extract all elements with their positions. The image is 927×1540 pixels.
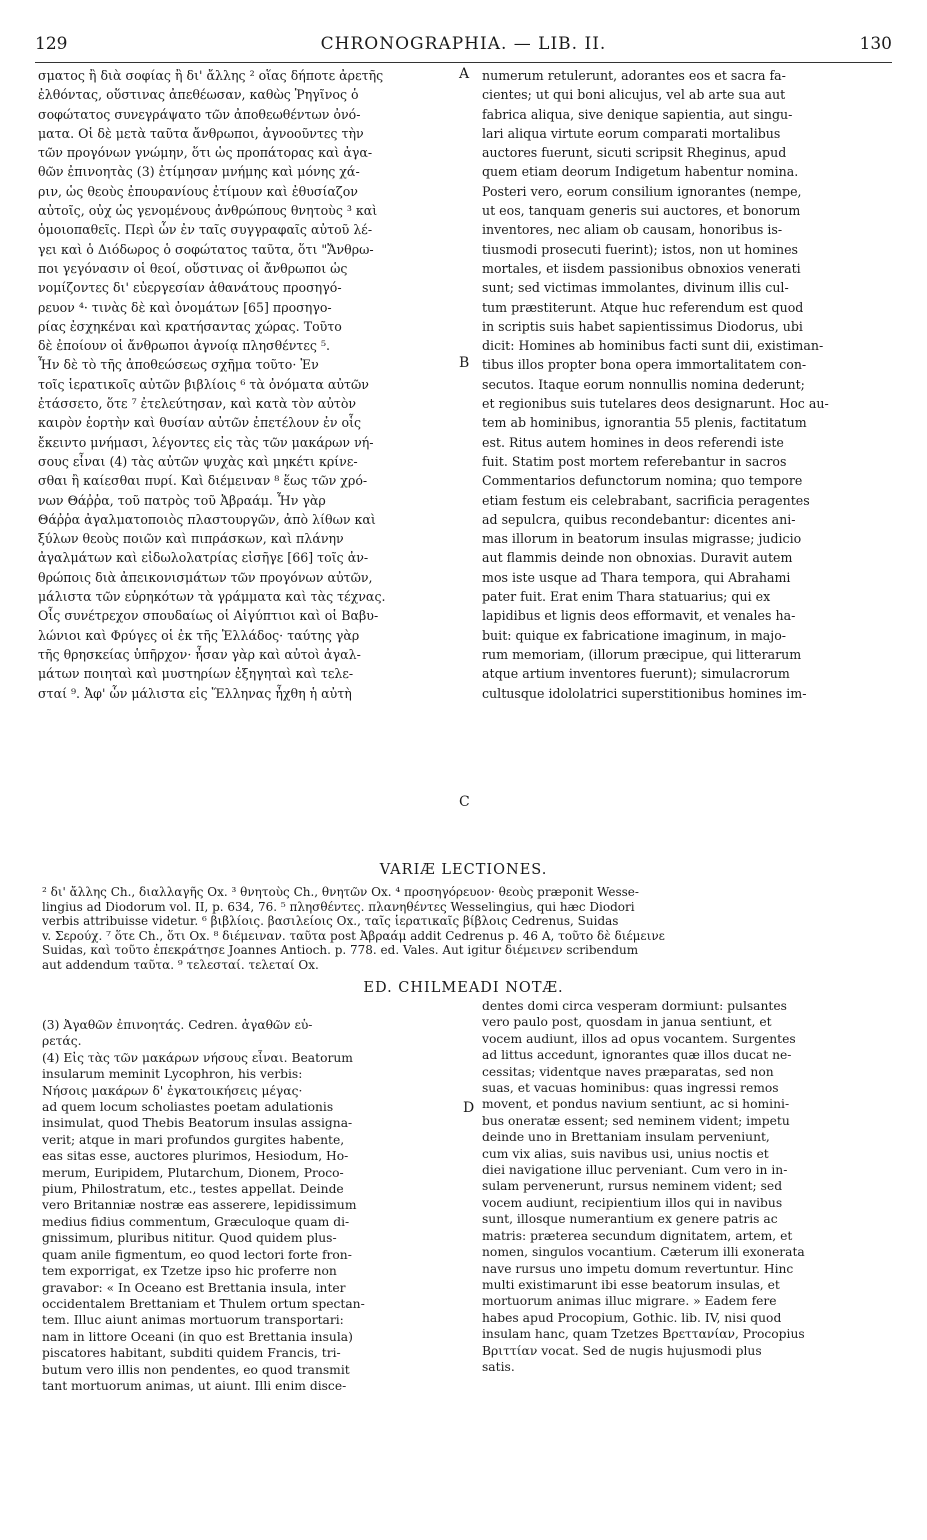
note-line: quam anile figmentum, eo quod lectori forte fron- xyxy=(42,1247,352,1262)
note-line: cum vix alias, suis navibus usi, unius noctis et xyxy=(482,1146,769,1161)
greek-text-line: τῆς θρησκείας ὑπῆρχον· ἦσαν γὰρ καὶ αὐτοὶ ἀγαλ- xyxy=(38,646,361,662)
greek-text-line: σοφώτατος συνεγράψατο τῶν ἀποθεωθέντων ὀνό- xyxy=(38,106,361,122)
latin-text-line: mos iste usque ad Thara tempora, qui Abrahami xyxy=(482,569,791,585)
variant-reading-line: Suidas, καὶ τοῦτο ἐπεκράτησε Joannes Antioch. p. 778. ed. Vales. Aut igitur διέμεινεν scribendum xyxy=(42,943,639,958)
latin-text-line: atque artium inventores fuerunt); simulacrorum xyxy=(482,666,790,682)
greek-text-line: αὐτοῖς, οὐχ ὡς γενομένους ἀνθρώπους θνητοὺς ³ καὶ xyxy=(38,203,378,219)
latin-text-line: aut flammis deinde non obnoxias. Duravit autem xyxy=(482,550,793,566)
variant-reading-line: aut addendum ταῦτα. ⁹ τελεσταί. τελεταί Ox. xyxy=(42,957,319,972)
latin-text-line: cientes; ut qui boni alicujus, vel ab arte sua aut xyxy=(482,87,786,103)
note-line: ρετάς. xyxy=(42,1034,82,1049)
note-line: verit; atque in mari profundos gurgites habente, xyxy=(42,1132,345,1147)
latin-text-line: tibus illos propter bona opera immortalitatem con- xyxy=(482,357,807,373)
variae-lectiones xyxy=(42,885,894,973)
greek-text-line: ριν, ὡς θεοὺς ἐπουρανίους ἐτίμουν καὶ ἐθυσίαζον xyxy=(38,183,358,199)
note-line: pium, Philostratum, etc., testes appellat. Deinde xyxy=(42,1182,344,1197)
latin-text-line: inventores, nec aliam ob causam, honoribus is- xyxy=(482,222,783,238)
variant-reading-line: lingius ad Diodorum vol. II, p. 634, 76. ⁵ πλησθέντες. πλανηθέντες Wesselingius, qui hæc Diodori xyxy=(42,899,635,914)
greek-text-line: μάτων ποιηταὶ καὶ μυστηρίων ἐξηγηταὶ καὶ τελε- xyxy=(38,666,354,682)
variant-reading-line: ² δι' ἄλλης Ch., διαλλαγῆς Ox. ³ θνητοὺς Ch., θνητῶν Ox. ⁴ προσηγόρευον· θεοὺς præponit Wesse- xyxy=(42,885,639,899)
notes-heading: ED. CHILMEADI NOTÆ. xyxy=(363,980,564,996)
note-line: (4) Εἰς τὰς τῶν μακάρων νήσους εἶναι. Beatorum xyxy=(42,1050,353,1065)
note-line: vero Britanniæ nostræ eas asserere, lepidissimum xyxy=(42,1198,357,1213)
greek-text-line: θρώποις διὰ ἀπεικονισμάτων τῶν προγόνων αὐτῶν, xyxy=(38,569,373,585)
latin-text-line: rum memoriam, (illorum præcipue, qui litterarum xyxy=(482,646,802,662)
note-line: gravabor: « In Oceano est Brettania insula, inter xyxy=(42,1280,346,1295)
note-line: insularum meminit Lycophron, his verbis: xyxy=(42,1067,303,1082)
note-line: gnissimum, pluribus nititur. Quod quidem plus- xyxy=(42,1231,337,1246)
greek-text-line: ρίας ἐσχηκέναι καὶ κρατήσαντας χώρας. Τοῦτο xyxy=(38,318,342,334)
note-line: insulam hanc, quam Tzetzes Βρεττανίαν, Procopius xyxy=(482,1327,805,1342)
note-line: vocem audiunt, recipientium illos qui in navibus xyxy=(482,1195,783,1210)
latin-text-column xyxy=(482,66,894,856)
margin-marker-c: C xyxy=(459,794,470,810)
variant-reading-line: verbis attribuisse videtur. ⁶ βιβλίοις. βασιλείοις Ox., ταῖς ἱερατικαῖς βίβλοις Cedrenus, Suidas xyxy=(42,914,619,929)
greek-text-line: σθαι ἢ καίεσθαι πυρί. Καὶ διέμειναν ⁸ ἕως τῶν χρό- xyxy=(38,473,368,489)
note-line: tem exporrigat, ex Tzetze ipso hic proferre non xyxy=(42,1264,337,1279)
latin-text-line: Commentarios defunctorum nomina; quo tempore xyxy=(482,473,803,489)
note-line: habes apud Procopium, Gothic. lib. IV, nisi quod xyxy=(482,1310,782,1325)
note-line: diei navigatione illuc perveniant. Cum vero in in- xyxy=(482,1163,788,1178)
note-line: nave rursus uno impetu domum revertuntur. Hinc xyxy=(482,1261,794,1276)
greek-text-line: νων Θάῤῥα, τοῦ πατρὸς τοῦ Ἀβραάμ. Ἦν γὰρ xyxy=(38,492,326,508)
note-line: dentes domi circa vesperam dormiunt: pulsantes xyxy=(482,999,787,1013)
greek-text-line: ρευον ⁴· τινὰς δὲ καὶ ὀνομάτων [65] προσηγο- xyxy=(38,299,332,315)
note-line: insimulat, quod Thebis Beatorum insulas assigna- xyxy=(42,1116,353,1131)
latin-text-line: quem etiam deorum Indigetum habentur nomina. xyxy=(482,164,799,180)
note-line: piscatores habitant, subditi quidem Francis, tri- xyxy=(42,1346,341,1361)
latin-text-line: est. Ritus autem homines in deos referendi iste xyxy=(482,434,784,450)
greek-text-line: τοῖς ἱερατικοῖς αὐτῶν βιβλίοις ⁶ τὰ ὀνόματα αὐτῶν xyxy=(38,376,369,392)
latin-text-line: buit: quique ex fabricatione imaginum, in majo- xyxy=(482,627,787,643)
latin-text-line: numerum retulerunt, adorantes eos et sacra fa- xyxy=(482,68,786,83)
note-line: butum vero illis non pendentes, eo quod transmit xyxy=(42,1362,350,1377)
greek-text-line: θῶν ἐπινοητὰς (3) ἐτίμησαν μνήμης καὶ μόνης χά- xyxy=(38,164,360,180)
note-line: vero paulo post, quosdam in janua sentiunt, et xyxy=(482,1015,772,1030)
margin-marker-d: D xyxy=(463,1100,475,1116)
latin-text-line: secutos. Itaque eorum nonnullis nomina dederunt; xyxy=(482,376,805,392)
latin-text-line: ad sepulcra, quibus recondebantur: dicentes ani- xyxy=(482,511,796,527)
note-line: medius fidius commentum, Græculoque quam di- xyxy=(42,1214,350,1229)
greek-text-line: ξύλων θεοὺς ποιῶν καὶ πιπράσκων, καὶ πλάνην xyxy=(38,531,344,547)
note-line: merum, Euripidem, Plutarchum, Dionem, Proco- xyxy=(42,1165,344,1180)
greek-text-line: ἔκειντο μνήμασι, λέγοντες εἰς τὰς τῶν μακάρων νή- xyxy=(38,434,374,450)
greek-text-column xyxy=(38,66,456,856)
latin-text-line: cultusque idololatrici superstitionibus homines im- xyxy=(482,685,807,701)
note-line: multi existimarunt ibi esse beatorum insulas, et xyxy=(482,1277,780,1292)
note-line: movent, et pondus navium sentiunt, ac si homini- xyxy=(482,1097,790,1112)
page-number-left: 129 xyxy=(35,34,68,54)
note-line: tem. Illuc aiunt animas mortuorum transportari: xyxy=(42,1313,344,1328)
note-line: ad littus accedunt, ignorantes quæ illos ducat ne- xyxy=(482,1048,792,1063)
note-line: tant mortuorum animas, ut aiunt. Illi enim disce- xyxy=(42,1378,347,1393)
note-line: nomen, singulos vocantium. Cæterum illi exonerata xyxy=(482,1245,805,1260)
greek-text-line: Οἷς συνέτρεχον σπουδαίως οἱ Αἰγύπτιοι καὶ οἱ Βαβυ- xyxy=(38,608,379,624)
greek-text-line: σματος ἢ διὰ σοφίας ἢ δι' ἄλλης ² οἵας δήποτε ἀρετῆς xyxy=(38,68,384,83)
note-line: bus oneratæ essent; sed neminem vident; impetu xyxy=(482,1113,790,1128)
running-title: CHRONOGRAPHIA. — LIB. II. xyxy=(320,34,607,54)
latin-text-line: Posteri vero, eorum consilium ignorantes (nempe, xyxy=(482,183,802,199)
greek-text-line: Θάῤῥα ἀγαλματοποιὸς πλαστουργῶν, ἀπὸ λίθων καὶ xyxy=(38,511,376,527)
note-line: matris: præterea secundum dignitatem, artem, et xyxy=(482,1228,793,1243)
greek-text-line: νομίζοντες δι' εὐεργεσίαν ἀθανάτους προσηγό- xyxy=(38,280,342,296)
running-header xyxy=(35,34,892,60)
latin-text-line: mas illorum in beatorum insulas migrasse; judicio xyxy=(482,531,802,547)
variae-heading: VARIÆ LECTIONES. xyxy=(379,862,548,878)
latin-text-line: fuit. Statim post mortem referebantur in sacros xyxy=(482,453,787,469)
latin-text-line: etiam festum eis celebrabant, sacrificia peragentes xyxy=(482,492,810,508)
notes-left-column xyxy=(42,1017,452,1394)
note-line: sulam pervenerunt, rursus neminem vident; sed xyxy=(482,1179,783,1194)
latin-text-line: tiusmodi prosecuti fuerint); istos, non ut homines xyxy=(482,241,798,257)
latin-text-line: et regionibus suis tutelares deos designarunt. Hoc au- xyxy=(482,396,829,412)
note-line: vocem audiunt, illos ad opus vocantem. Surgentes xyxy=(482,1031,796,1046)
greek-text-line: σους εἶναι (4) τὰς αὐτῶν ψυχὰς καὶ μηκέτι κρίνε- xyxy=(38,453,358,469)
latin-text-line: lapidibus et lignis deos efformavit, et venales ha- xyxy=(482,608,796,624)
note-line: (3) Ἀγαθῶν ἐπινοητάς. Cedren. ἀγαθῶν εὑ- xyxy=(42,1018,313,1032)
greek-text-line: τῶν προγόνων γνώμην, ὅτι ὡς προπάτορας καὶ ἀγα- xyxy=(38,145,373,161)
latin-text-line: lari aliqua virtute eorum comparati mortalibus xyxy=(482,125,781,141)
greek-text-line: ἐτάσσετο, ὅτε ⁷ ἐτελεύτησαν, καὶ κατὰ τὸν αὐτὸν xyxy=(38,396,357,412)
greek-text-line: Ἦν δὲ τὸ τῆς ἀποθεώσεως σχῆμα τοῦτο· Ἐν xyxy=(38,357,319,373)
note-line: Βριττίαν vocat. Sed de nugis hujusmodi plus xyxy=(482,1343,762,1358)
page-number-right: 130 xyxy=(859,34,892,54)
note-line: ad quem locum scholiastes poetam adulationis xyxy=(42,1100,334,1115)
margin-marker-b: B xyxy=(459,355,470,371)
variant-reading-line: v. Σερούχ. ⁷ ὅτε Ch., ὅτι Ox. ⁸ διέμειναν. ταῦτα post Ἀβραάμ addit Cedrenus p. 46 A, τοῦτο δὲ διέμεινε xyxy=(42,928,665,943)
note-line: deinde uno in Brettaniam insulam perveniunt, xyxy=(482,1130,770,1145)
greek-text-line: σταί ⁹. Ἀφ' ὧν μάλιστα εἰς Ἕλληνας ἦχθη ἡ αὐτὴ xyxy=(38,685,352,701)
greek-text-line: ἀγαλμάτων καὶ εἰδωλολατρίας εἰσῆγε [66] τοῖς ἀν- xyxy=(38,550,369,566)
latin-text-line: tum præstiterunt. Atque huc referendum est quod xyxy=(482,299,804,315)
margin-marker-a: A xyxy=(459,66,470,82)
note-line: occidentalem Brettaniam et Thulem ortum spectan- xyxy=(42,1296,365,1311)
greek-text-line: δὲ ἐποίουν οἱ ἄνθρωποι ἀγνοίᾳ πλησθέντες ⁵. xyxy=(38,338,331,354)
latin-text-line: ut eos, tanquam generis sui auctores, et bonorum xyxy=(482,203,801,219)
note-line: eas sitas esse, auctores plurimos, Hesiodum, Ho- xyxy=(42,1149,349,1164)
greek-text-line: λώνιοι καὶ Φρύγες οἱ ἐκ τῆς Ἑλλάδος· ταύτης γὰρ xyxy=(38,627,360,643)
note-line: sunt, illosque numerantium ex genere patris ac xyxy=(482,1212,778,1227)
latin-text-line: tem ab hominibus, ignorantia 55 plenis, factitatum xyxy=(482,415,807,431)
note-line: cessitas; videntque naves præparatas, sed non xyxy=(482,1064,774,1079)
latin-text-line: mortales, et iisdem passionibus obnoxios venerati xyxy=(482,260,801,276)
notes-right-column xyxy=(482,998,894,1375)
greek-text-line: ποι γεγόνασιν οἱ θεοί, οὕστινας οἱ ἄνθρωποι ὡς xyxy=(38,260,348,276)
greek-text-line: ἐλθόντας, οὕστινας ἀπεθέωσαν, καθὼς Ῥηγῖνος ὁ xyxy=(38,87,359,103)
greek-text-line: ματα. Οἱ δὲ μετὰ ταῦτα ἄνθρωποι, ἀγνοοῦντες τὴν xyxy=(38,125,364,141)
latin-text-line: sunt; sed victimas immolantes, divinum illis cul- xyxy=(482,280,789,296)
note-line: mortuorum animas illuc migrare. » Eadem fere xyxy=(482,1294,777,1309)
note-line: satis. xyxy=(482,1359,515,1374)
latin-text-line: auctores fuerunt, sicuti scripsit Rheginus, apud xyxy=(482,145,787,161)
greek-text-line: γει καὶ ὁ Διόδωρος ὁ σοφώτατος ταῦτα, ὅτι "Ἄνθρω- xyxy=(38,241,374,257)
latin-text-line: in scriptis suis habet sapientissimus Diodorus, ubi xyxy=(482,318,803,334)
greek-text-line: ὁμοιοπαθεῖς. Περὶ ὧν ἐν ταῖς συγγραφαῖς αὐτοῦ λέ- xyxy=(38,222,373,238)
latin-text-line: fabrica aliqua, sive denique sapientia, aut singu- xyxy=(482,106,793,122)
latin-text-line: pater fuit. Erat enim Thara statuarius; qui ex xyxy=(482,589,771,605)
greek-text-line: καιρὸν ἑορτὴν καὶ θυσίαν αὐτῶν ἐπετέλουν ἐν οἷς xyxy=(38,415,362,431)
greek-text-line: μάλιστα τῶν εὑρηκότων τὰ γράμματα καὶ τὰς τέχνας. xyxy=(38,589,386,605)
note-line: suas, et vacuas hominibus: quas ingressi remos xyxy=(482,1081,779,1096)
latin-text-line: dicit: Homines ab hominibus facti sunt dii, existiman- xyxy=(482,338,824,354)
note-line: nam in littore Oceani (in quo est Brettania insula) xyxy=(42,1329,353,1344)
note-line: Νήσοις μακάρων δ' ἐγκατοικήσεις μέγας· xyxy=(42,1083,303,1098)
header-rule xyxy=(35,62,892,63)
